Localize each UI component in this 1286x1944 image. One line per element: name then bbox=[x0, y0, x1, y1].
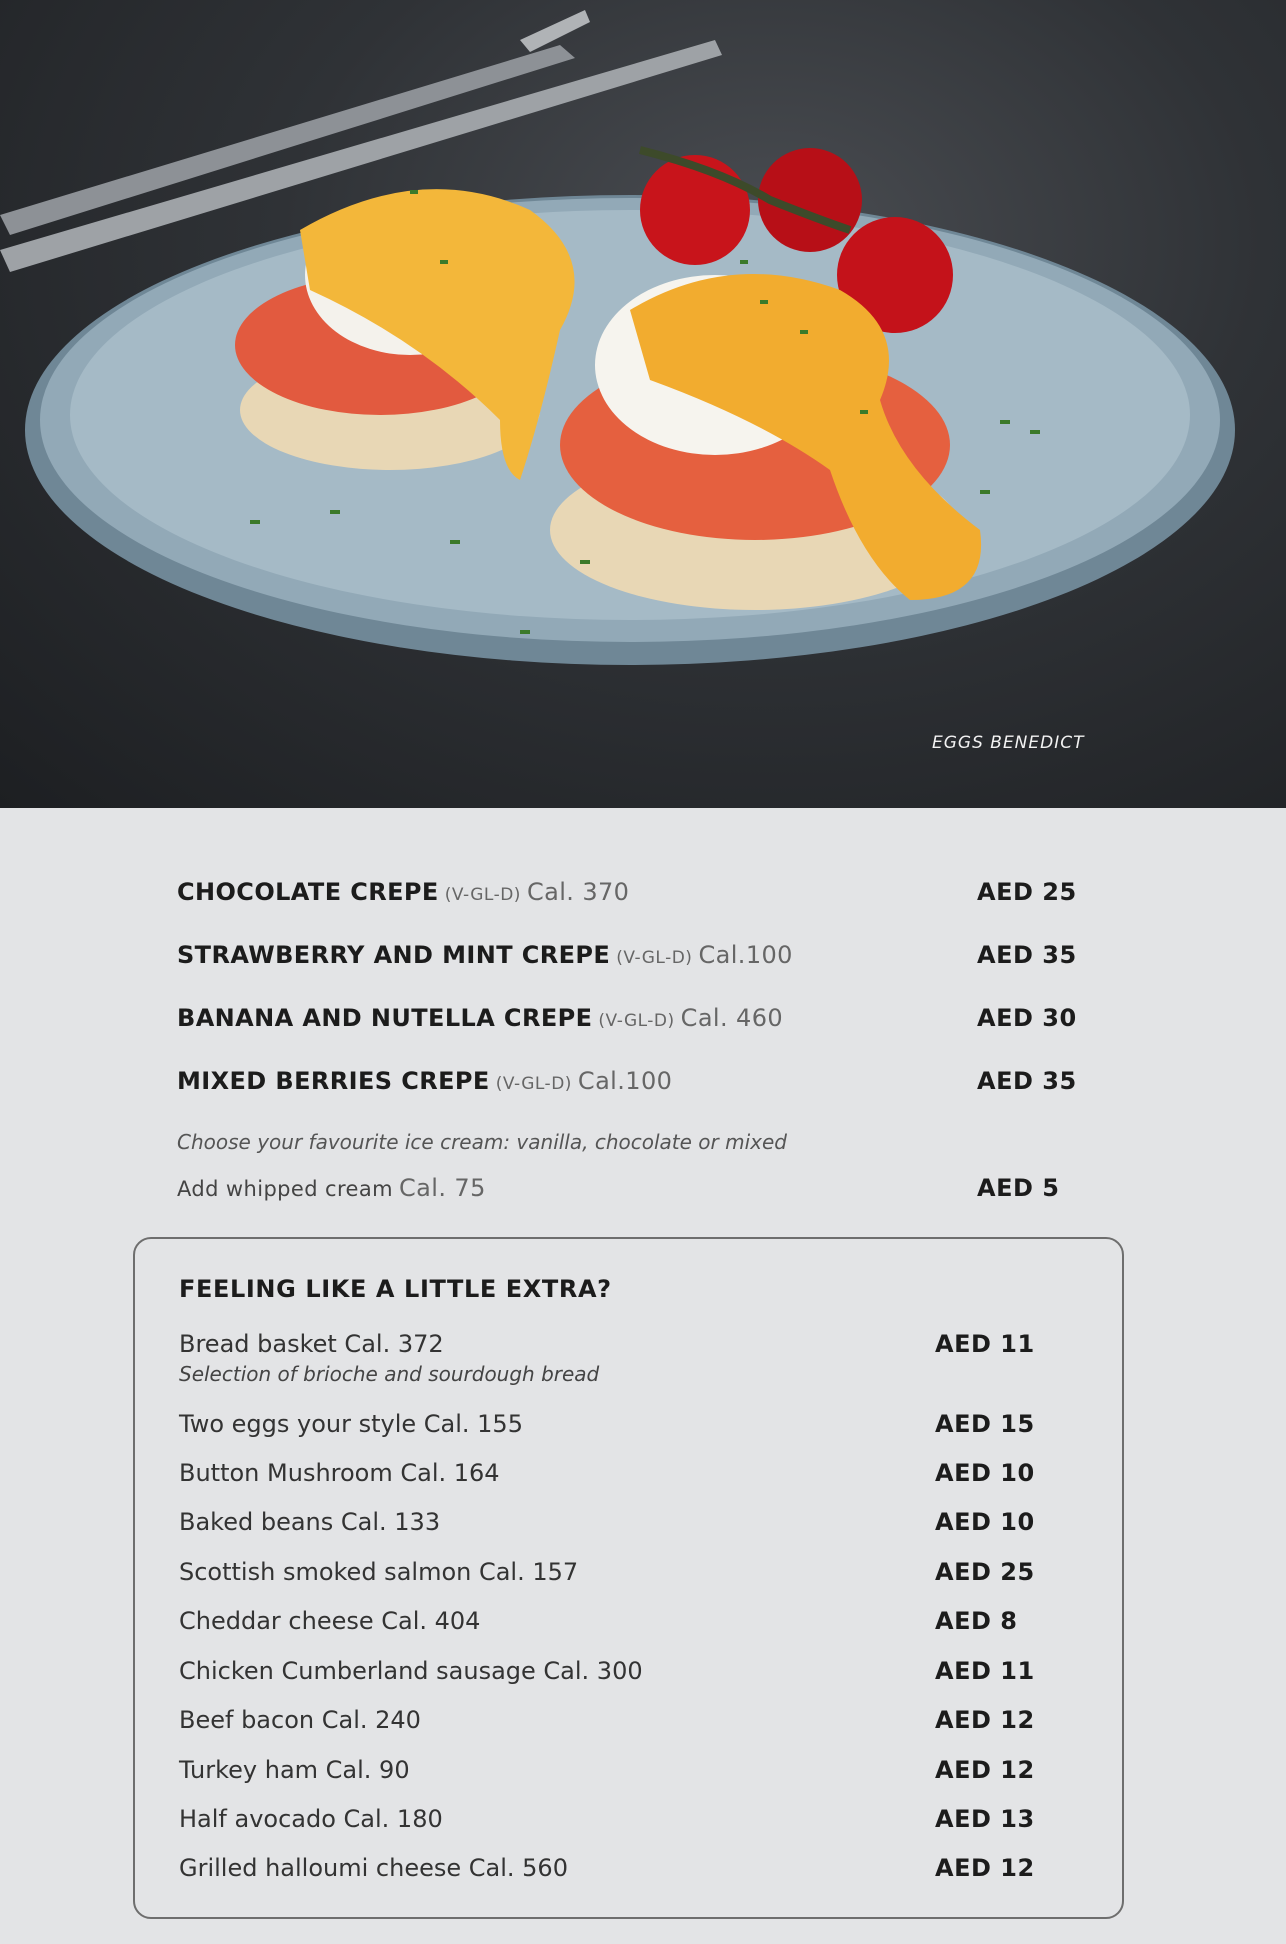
extra-name: Cheddar cheese Cal. 404 bbox=[179, 1607, 481, 1635]
extra-price: AED 12 bbox=[935, 1756, 1035, 1784]
extra-price: AED 11 bbox=[935, 1657, 1035, 1685]
photo-caption: EGGS BENEDICT bbox=[932, 733, 1085, 753]
item-calories: Cal.100 bbox=[577, 1067, 673, 1095]
item-calories: Cal. 370 bbox=[526, 878, 630, 906]
item-name: MIXED BERRIES CREPE (V-GL-D) Cal.100 bbox=[177, 1067, 673, 1095]
item-tags: (V-GL-D) bbox=[616, 948, 693, 968]
item-price: AED 5 bbox=[977, 1174, 1060, 1202]
extras-box bbox=[133, 1237, 1124, 1919]
item-name: STRAWBERRY AND MINT CREPE (V-GL-D) Cal.100 bbox=[177, 941, 793, 969]
extra-name: Two eggs your style Cal. 155 bbox=[179, 1410, 523, 1438]
extra-name: Chicken Cumberland sausage Cal. 300 bbox=[179, 1657, 643, 1685]
item-price: AED 35 bbox=[977, 941, 1077, 969]
extra-name: Bread basket Cal. 372 bbox=[179, 1330, 444, 1358]
extra-price: AED 11 bbox=[935, 1330, 1035, 1358]
extra-description: Selection of brioche and sourdough bread bbox=[179, 1362, 600, 1386]
ice-cream-note: Choose your favourite ice cream: vanilla, chocolate or mixed bbox=[177, 1130, 787, 1154]
extra-price: AED 8 bbox=[935, 1607, 1018, 1635]
extra-name: Scottish smoked salmon Cal. 157 bbox=[179, 1558, 579, 1586]
eggs-benedict-illustration bbox=[0, 0, 1286, 808]
extra-price: AED 12 bbox=[935, 1706, 1035, 1734]
extra-price: AED 10 bbox=[935, 1508, 1035, 1536]
extras-title: FEELING LIKE A LITTLE EXTRA? bbox=[179, 1275, 612, 1303]
item-calories: Cal.100 bbox=[698, 941, 793, 969]
item-calories: Cal. 460 bbox=[680, 1004, 784, 1032]
item-name: BANANA AND NUTELLA CREPE (V-GL-D) Cal. 460 bbox=[177, 1004, 784, 1032]
extra-price: AED 15 bbox=[935, 1410, 1035, 1438]
extra-name: Grilled halloumi cheese Cal. 560 bbox=[179, 1854, 568, 1882]
extra-name: Baked beans Cal. 133 bbox=[179, 1508, 441, 1536]
extra-price: AED 10 bbox=[935, 1459, 1035, 1487]
hero-photo bbox=[0, 0, 1286, 808]
item-tags: (V-GL-D) bbox=[598, 1011, 675, 1031]
item-price: AED 25 bbox=[977, 878, 1077, 906]
extra-price: AED 13 bbox=[935, 1805, 1035, 1833]
item-tags: (V-GL-D) bbox=[444, 885, 521, 905]
item-tags: (V-GL-D) bbox=[495, 1074, 572, 1094]
item-name: Add whipped cream Cal. 75 bbox=[177, 1174, 486, 1202]
extra-name: Half avocado Cal. 180 bbox=[179, 1805, 443, 1833]
extra-price: AED 12 bbox=[935, 1854, 1035, 1882]
extra-name: Button Mushroom Cal. 164 bbox=[179, 1459, 500, 1487]
extra-name: Beef bacon Cal. 240 bbox=[179, 1706, 421, 1734]
extra-price: AED 25 bbox=[935, 1558, 1035, 1586]
item-calories: Cal. 75 bbox=[399, 1174, 486, 1202]
extra-name: Turkey ham Cal. 90 bbox=[179, 1756, 410, 1784]
item-name: CHOCOLATE CREPE (V-GL-D) Cal. 370 bbox=[177, 878, 630, 906]
item-price: AED 30 bbox=[977, 1004, 1077, 1032]
item-price: AED 35 bbox=[977, 1067, 1077, 1095]
